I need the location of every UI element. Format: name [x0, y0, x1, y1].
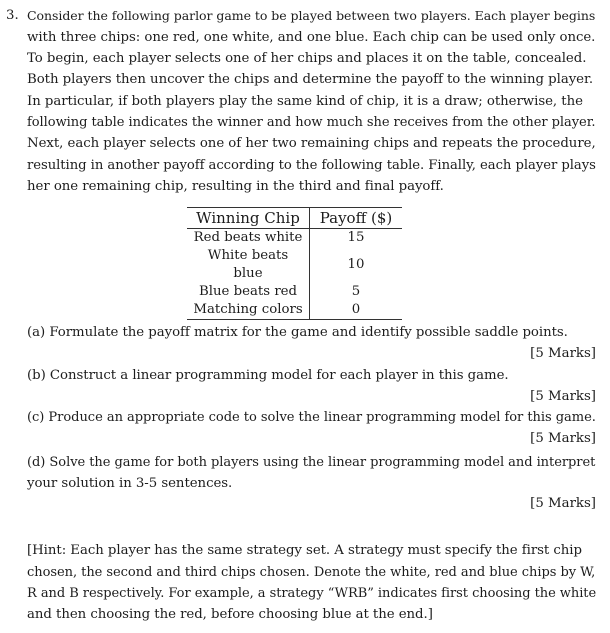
table-header-payoff: Payoff ($)	[310, 208, 403, 229]
intro-line: Next, each player selects one of her two remaining chips and repeats the procedure,	[27, 136, 596, 151]
part-a-marks: [5 Marks]	[530, 346, 596, 361]
table-cell-winning-chip: Red beats white	[187, 229, 310, 248]
table-header-row	[187, 208, 402, 229]
intro-line: Consider the following parlor game to be played between two players. Each player begins	[27, 8, 596, 23]
hint-line: chosen, the second and third chips chosen. Denote the white, red and blue chips by W,	[27, 565, 596, 580]
table-cell-winning-chip: White beats blue	[187, 247, 310, 283]
table-row	[187, 301, 402, 320]
intro-line: her one remaining chip, resulting in the third and final payoff.	[27, 179, 444, 194]
table-cell-payoff: 0	[310, 301, 403, 320]
intro-line: Both players then uncover the chips and determine the payoff to the winning player.	[27, 72, 594, 87]
part-b-marks: [5 Marks]	[530, 389, 596, 404]
table-header-winning-chip: Winning Chip	[187, 208, 310, 229]
intro-line: with three chips: one red, one white, and one blue. Each chip can be used only once.	[27, 30, 596, 45]
table-cell-payoff: 5	[351, 284, 361, 299]
intro-line: following table indicates the winner and how much she receives from the other player.	[27, 115, 596, 130]
table-cell-payoff: 10	[347, 257, 365, 272]
part-c-marks: [5 Marks]	[530, 431, 596, 446]
part-c-text: (c) Produce an appropriate code to solve the linear programming model for this game.	[27, 410, 596, 425]
part-b-text: (b) Construct a linear programming model for each player in this game.	[27, 368, 509, 383]
table-cell-payoff: 15	[347, 230, 365, 245]
table-row	[187, 229, 402, 248]
hint-line: [Hint: Each player has the same strategy set. A strategy must specify the first chip	[27, 543, 582, 558]
hint-line: R and B respectively. For example, a strategy “WRB” indicates first choosing the white	[27, 586, 597, 601]
part-a-text: (a) Formulate the payoff matrix for the game and identify possible saddle points.	[27, 325, 568, 340]
part-d-text: (d) Solve the game for both players using the linear programming model and interpret	[27, 455, 596, 470]
table-row	[187, 283, 402, 301]
part-d-marks: [5 Marks]	[530, 496, 596, 511]
table-row	[187, 247, 402, 283]
intro-line: In particular, if both players play the same kind of chip, it is a draw; otherwise, the	[27, 94, 583, 109]
intro-line: To begin, each player selects one of her chips and places it on the table, concealed.	[27, 51, 587, 66]
table-cell-winning-chip: Blue beats red	[187, 283, 310, 301]
intro-line: resulting in another payoff according to the following table. Finally, each player plays	[27, 158, 596, 173]
part-d-text-continued: your solution in 3-5 sentences.	[27, 476, 233, 491]
table-cell-winning-chip: Matching colors	[187, 301, 310, 320]
payoff-table	[187, 207, 402, 320]
hint-line: and then choosing the red, before choosing blue at the end.]	[27, 607, 433, 622]
question-number: 3.	[6, 8, 19, 23]
